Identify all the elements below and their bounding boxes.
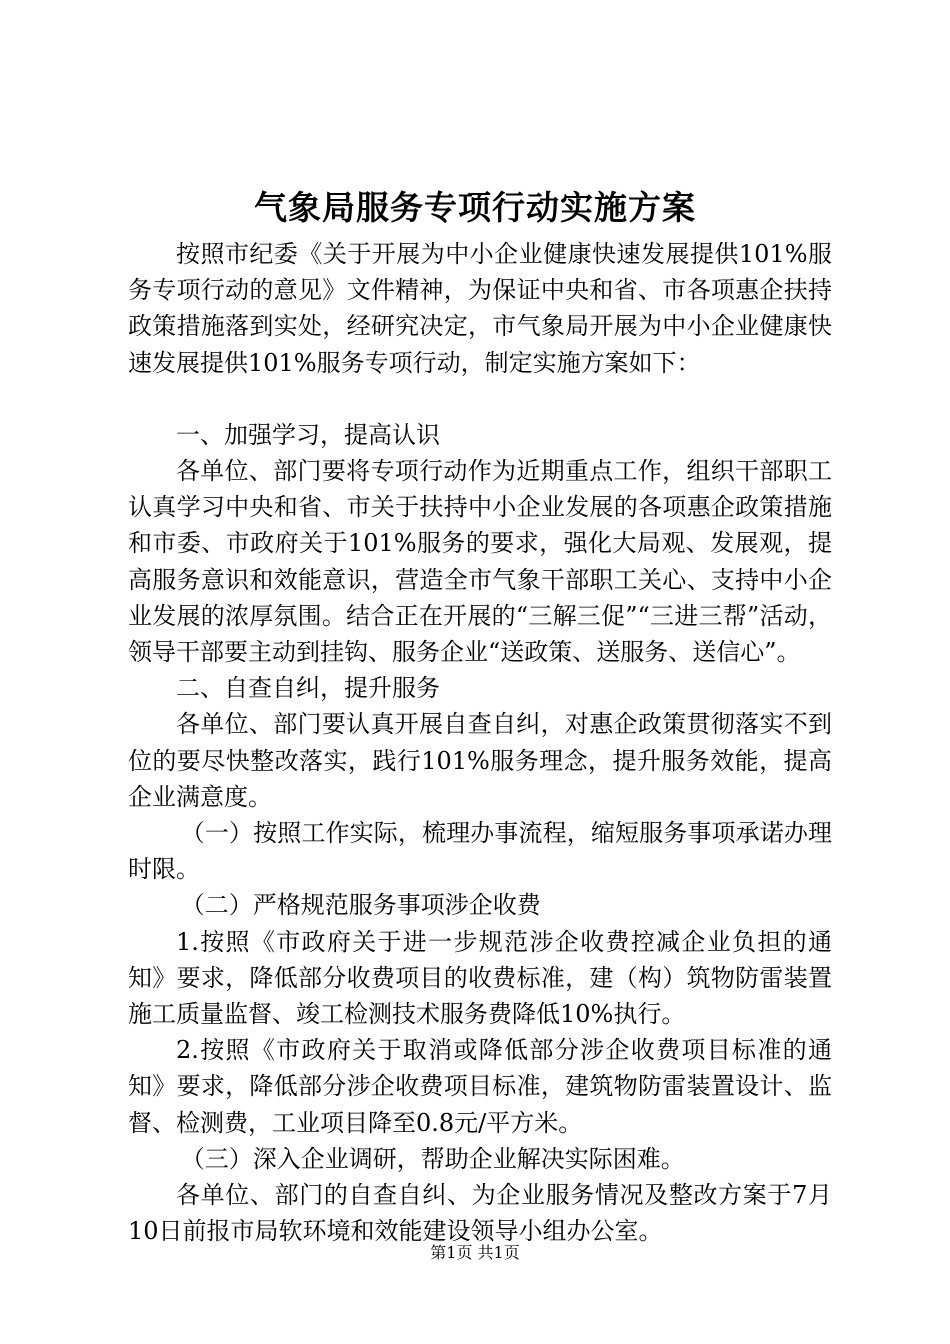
section-2-paragraph: 各单位、部门要认真开展自查自纠，对惠企政策贯彻落实不到位的要尽快整改落实，践行101%服务理念，提升服务效能，提高企业满意度。 bbox=[128, 710, 832, 811]
document-body bbox=[128, 236, 832, 1249]
item-2: 2.按照《市政府关于取消或降低部分涉企收费项目标准的通知》要求，降低部分涉企收费项目标准，建筑物防雷装置设计、监督、检测费，工业项目降至0.8元/平方米。 bbox=[128, 1036, 832, 1137]
item-1: 1.按照《市政府关于进一步规范涉企收费控减企业负担的通知》要求，降低部分收费项目的收费标准，建（构）筑物防雷装置施工质量监督、竣工检测技术服务费降低10%执行。 bbox=[128, 927, 832, 1029]
subsection-1: （一）按照工作实际，梳理办事流程，缩短服务事项承诺办理时限。 bbox=[128, 819, 832, 884]
subsection-3: （三）深入企业调研，帮助企业解决实际困难。 bbox=[180, 1144, 685, 1173]
section-heading-2: 二、自查自纠，提升服务 bbox=[176, 674, 440, 703]
page-footer: 第1页 共1页 bbox=[430, 1243, 520, 1262]
closing-paragraph: 各单位、部门的自查自纠、为企业服务情况及整改方案于7月10日前报市局软环境和效能建设领导小组办公室。 bbox=[128, 1181, 832, 1246]
document-title: 气象局服务专项行动实施方案 bbox=[254, 188, 696, 227]
intro-paragraph: 按照市纪委《关于开展为中小企业健康快速发展提供101%服务专项行动的意见》文件精神，为保证中央和省、市各项惠企扶持政策措施落到实处，经研究决定，市气象局开展为中小企业健康快速发展提供101%服务专项行动，制定实施方案如下： bbox=[128, 240, 832, 377]
section-1-paragraph: 各单位、部门要将专项行动作为近期重点工作，组织干部职工认真学习中央和省、市关于扶持中小企业发展的各项惠企政策措施和市委、市政府关于101%服务的要求，强化大局观、发展观，提高服务意识和效能意识，营造全市气象干部职工关心、支持中小企业发展的浓厚氛围。结合正在开展的“三解三促”“三进三帮”活动，领导干部要主动到挂钩、服务企业“送政策、送服务、送信心”。 bbox=[128, 457, 832, 667]
section-heading-1: 一、加强学习，提高认识 bbox=[176, 420, 440, 449]
subsection-2: （二）严格规范服务事项涉企收费 bbox=[180, 891, 541, 920]
